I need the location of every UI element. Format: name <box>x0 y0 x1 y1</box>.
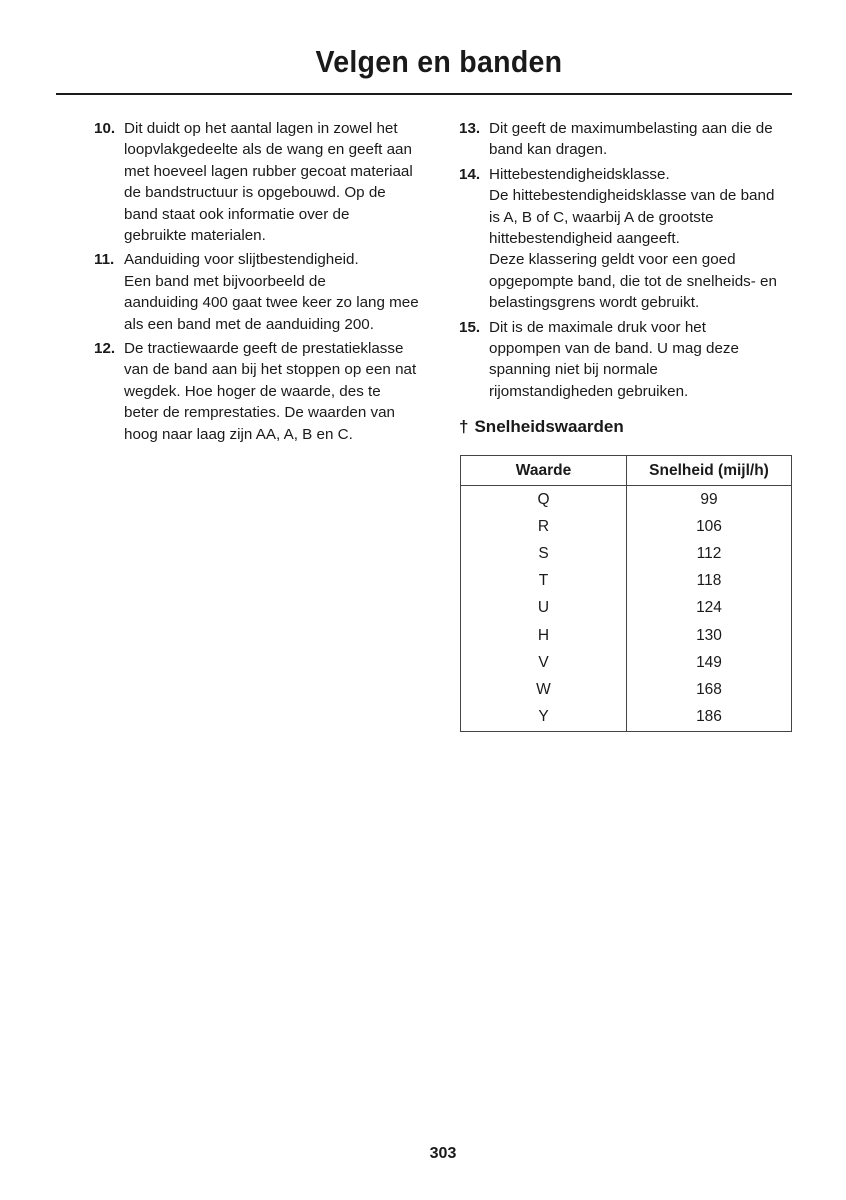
item-text: Dit geeft de maximumbelasting aan die de band kan dragen. <box>489 120 773 159</box>
rating-cell: W <box>461 676 627 703</box>
table-row <box>461 649 792 676</box>
item-number: 15. <box>459 318 481 336</box>
speed-cell: 168 <box>627 676 792 703</box>
list-item <box>459 118 794 161</box>
item-text: Aanduiding voor slijtbestendigheid. Een band met bijvoorbeeld de aanduiding 400 gaat twee keer zo lang mee als een band met de aanduiding 200. <box>124 251 419 333</box>
section-heading-text: Snelheidswaarden <box>474 417 624 437</box>
table-row <box>461 513 792 540</box>
rating-cell: Q <box>461 486 627 514</box>
list-item <box>94 249 429 335</box>
list-item <box>94 118 429 246</box>
table-row <box>461 486 792 514</box>
speed-cell: 130 <box>627 622 792 649</box>
item-text: Dit duidt op het aantal lagen in zowel het loopvlakgedeelte als de wang en geeft aan met hoeveel lagen rubber gecoat materiaal de bandstructuur is opgebouwd. Op de band staat ook informatie over de gebruikte materialen. <box>124 120 413 245</box>
dagger-icon: † <box>459 417 469 437</box>
rating-cell: S <box>461 540 627 567</box>
speed-cell: 118 <box>627 568 792 595</box>
rating-cell: V <box>461 649 627 676</box>
list-item <box>94 338 429 445</box>
title-divider <box>56 93 792 95</box>
speed-rating-table <box>460 455 792 732</box>
item-number: 13. <box>459 120 481 137</box>
rating-cell: U <box>461 595 627 622</box>
speed-cell: 124 <box>627 595 792 622</box>
table-header-row <box>461 456 792 486</box>
item-number: 12. <box>94 340 116 358</box>
speed-cell: 99 <box>627 486 792 514</box>
right-column <box>459 118 794 438</box>
rating-cell: Y <box>461 704 627 732</box>
table-row <box>461 595 792 622</box>
table-row <box>461 568 792 595</box>
section-heading <box>459 416 794 438</box>
speed-cell: 186 <box>627 704 792 732</box>
item-number: 11. <box>94 251 115 269</box>
speed-cell: 149 <box>627 649 792 676</box>
table-row <box>461 704 792 732</box>
rating-cell: H <box>461 622 627 649</box>
speed-cell: 106 <box>627 513 792 540</box>
speed-cell: 112 <box>627 540 792 567</box>
column-header-speed: Snelheid (mijl/h) <box>627 456 792 486</box>
left-column <box>94 118 429 448</box>
table-row <box>461 622 792 649</box>
rating-cell: R <box>461 513 627 540</box>
list-item <box>459 317 794 403</box>
column-header-rating: Waarde <box>461 456 627 486</box>
table-row <box>461 676 792 703</box>
item-text: Hittebestendigheidsklasse. De hittebestendigheidsklasse van de band is A, B of C, waarbij A de grootste hittebestendigheid aangeeft. Deze klassering geldt voor een goed opgepompte band, die tot de snelheids- en belastingsgrens wordt gebruikt. <box>489 165 777 312</box>
item-text: De tractiewaarde geeft de prestatieklasse van de band aan bij het stoppen op een nat wegdek. Hoe hoger de waarde, des te beter de remprestaties. De waarden van hoog naar laag zijn AA, A, B en C. <box>124 340 417 443</box>
list-item <box>459 164 794 314</box>
item-number: 14. <box>459 165 481 183</box>
item-number: 10. <box>94 120 116 137</box>
item-text: Dit is de maximale druk voor het oppompen van de band. U mag deze spanning niet bij normale rijomstandigheden gebruiken. <box>489 318 739 400</box>
rating-cell: T <box>461 568 627 595</box>
page-number: 303 <box>429 1145 457 1162</box>
page-title: Velgen en banden <box>315 44 562 79</box>
table-row <box>461 540 792 567</box>
